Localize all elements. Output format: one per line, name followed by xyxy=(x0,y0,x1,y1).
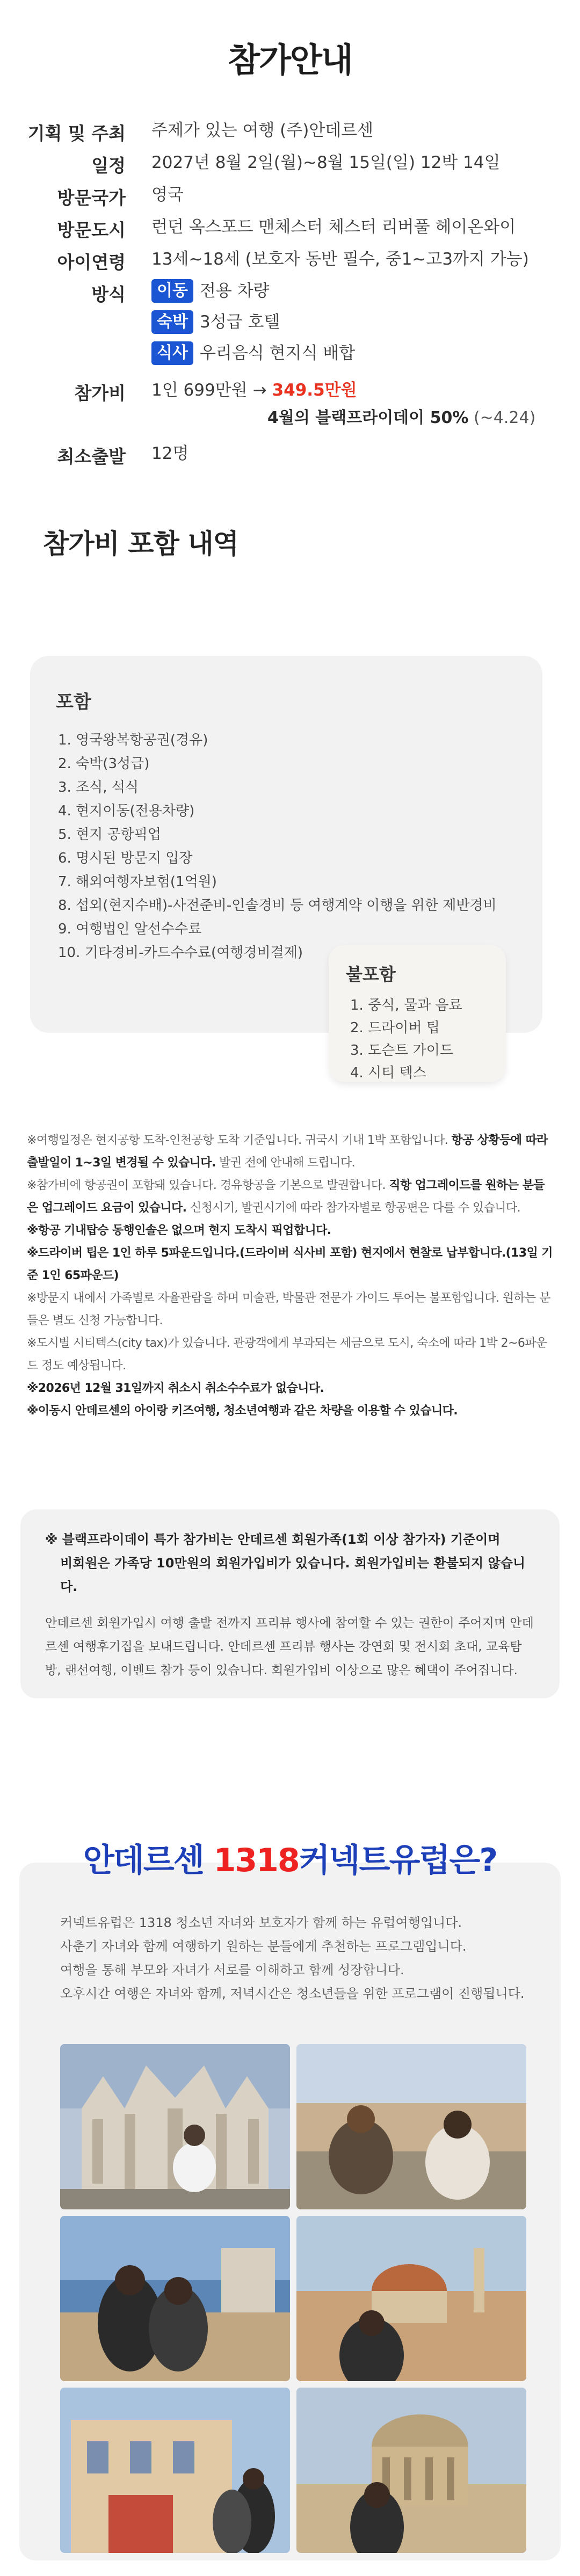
blackfriday-box xyxy=(20,1509,560,1698)
method-list xyxy=(151,275,355,369)
connect-europe-text xyxy=(60,1911,533,2005)
list-item: 5. 현지 공항픽업 xyxy=(58,827,162,843)
list-item: 4. 현지이동(전용차량) xyxy=(58,803,195,819)
method-text: 전용 차량 xyxy=(199,281,270,301)
method-item-transport xyxy=(151,275,355,307)
info-row-planner xyxy=(0,119,580,151)
excluded-list xyxy=(346,994,506,1084)
notes-section xyxy=(27,1129,555,1422)
photo-street-building xyxy=(60,2388,290,2553)
fee-label: 참가비 xyxy=(74,383,126,404)
min-label: 최소출발 xyxy=(57,446,126,467)
note-tail: 발권 전에 안내해 드립니다. xyxy=(215,1156,355,1170)
note-item xyxy=(27,1174,555,1220)
photo-radcliffe xyxy=(296,2388,526,2553)
method-text: 3성급 호텔 xyxy=(199,312,280,332)
price-discount: 349.5만원 xyxy=(272,381,357,400)
photo-florence xyxy=(296,2216,526,2381)
list-item: 3. 조식, 석식 xyxy=(58,779,139,796)
method-label: 방식 xyxy=(91,284,126,305)
blackfriday-head-line2: 비회원은 가족당 10만원의 회원가입비가 있습니다. 회원가입비는 환불되지 않습니다. xyxy=(60,1556,526,1594)
arrow-icon: → xyxy=(252,381,267,400)
connect-europe-line: 여행을 통해 부모와 자녀가 서로를 이해하고 함께 성장합니다. xyxy=(60,1962,404,1977)
info-row-schedule xyxy=(0,151,580,183)
list-item: 6. 명시된 방문지 입장 xyxy=(58,850,193,866)
note-item xyxy=(27,1220,555,1242)
method-item-stay xyxy=(151,307,355,338)
note-item xyxy=(27,1400,555,1422)
method-tag: 이동 xyxy=(151,279,193,303)
connect-europe-title-num: 1318 xyxy=(213,1842,299,1879)
note-text: ※참가비에 항공권이 포함돼 있습니다. 경유항공을 기본으로 발권합니다. xyxy=(27,1179,389,1192)
price-note-period: (~4.24) xyxy=(473,408,536,427)
list-item: 10. 기타경비-카드수수료(여행경비결제) xyxy=(58,945,303,961)
list-item: 8. 섭외(현지수배)-사전준비-인솔경비 등 여행계약 이행을 위한 제반경비 xyxy=(58,897,497,914)
connect-europe-line: 사춘기 자녀와 함께 여행하기 원하는 분들에게 추천하는 프로그램입니다. xyxy=(60,1939,467,1954)
list-item: 4. 시티 텍스 xyxy=(350,1065,426,1081)
info-table xyxy=(0,119,580,474)
connect-europe-title-post: 커넥트유럽은? xyxy=(299,1842,497,1879)
note-text: ※도시별 시티텍스(city tax)가 있습니다. 관광객에게 부과되는 세금으로 도시, 숙소에 따라 1박 2~6파운드 정도 예상됩니다. xyxy=(27,1337,547,1373)
list-item: 1. 중식, 물과 음료 xyxy=(350,997,462,1013)
note-bold: ※드라이버 팁은 1인 하루 5파운드입니다.(드라이버 식사비 포함) 현지에서 현찰로 납부합니다.(13일 기준 1인 65파운드) xyxy=(27,1246,553,1282)
blackfriday-head xyxy=(45,1528,535,1599)
blackfriday-body: 안데르센 회원가입시 여행 출발 전까지 프리뷰 행사에 참여할 수 있는 권한이 주어지며 안데르센 여행후기집을 보내드립니다. 안데르센 프리뷰 행사는 강연회 및 전시회 초대, 교육탐방, 랜선여행, 이벤트 참가 등이 있습니다. 회원가입비 이상으로 많은 혜택이 주어집니다. xyxy=(45,1616,534,1677)
price-original: 1인 699만원 xyxy=(151,381,248,400)
info-row-fee xyxy=(0,378,580,442)
list-item: 2. 드라이버 팁 xyxy=(350,1020,440,1036)
note-bold: ※2026년 12월 31일까지 취소시 취소수수료가 없습니다. xyxy=(27,1382,324,1395)
min-value: 12명 xyxy=(151,444,189,463)
note-tail: 신청시기, 발권시기에 따라 참가자별로 항공편은 다를 수 있습니다. xyxy=(186,1201,520,1215)
list-item: 1. 영국왕복항공권(경유) xyxy=(58,732,208,748)
cities-value: 런던 옥스포드 맨체스터 체스터 리버풀 헤이온와이 xyxy=(151,217,516,237)
included-title: 포함 xyxy=(56,691,91,713)
note-item xyxy=(27,1332,555,1377)
note-text: ※방문지 내에서 가족별로 자율관람을 하며 미술관, 박물관 전문가 가이드 투어는 불포함입니다. 원하는 분들은 별도 신청 가능합니다. xyxy=(27,1291,550,1327)
price-line xyxy=(151,378,535,402)
page-title: 참가안내 xyxy=(228,40,352,79)
note-bold: ※항공 기내탑승 동행인솔은 없으며 현지 도착시 픽업합니다. xyxy=(27,1224,331,1237)
info-row-country xyxy=(0,183,580,215)
excluded-card xyxy=(329,945,506,1082)
schedule-label: 일정 xyxy=(91,155,126,176)
photo-seaside xyxy=(60,2216,290,2381)
age-label: 아이연령 xyxy=(57,252,126,273)
planner-label: 기획 및 주최 xyxy=(27,123,126,144)
list-item: 3. 도슨트 가이드 xyxy=(350,1042,454,1059)
price-note-bold: 4월의 블랙프라이데이 50% xyxy=(267,408,469,427)
price-note xyxy=(267,406,535,430)
note-item xyxy=(27,1129,555,1174)
method-tag: 식사 xyxy=(151,341,193,365)
connect-europe-title xyxy=(0,1835,580,1881)
connect-europe-line: 커넥트유럽은 1318 청소년 자녀와 보호자가 함께 하는 유럽여행입니다. xyxy=(60,1915,462,1930)
info-row-cities xyxy=(0,215,580,247)
age-value: 13세~18세 (보호자 동반 필수, 중1~고3까지 가능) xyxy=(151,250,529,269)
note-bold: ※이동시 안데르센의 아이랑 키즈여행, 청소년여행과 같은 차량을 이용할 수 있습니다. xyxy=(27,1404,458,1418)
list-item: 7. 해외여행자보험(1억원) xyxy=(58,874,217,890)
list-item: 2. 숙박(3성급) xyxy=(58,756,150,772)
note-bold: 직항 업그레이드를 원하는 분들은 업그레이드 요금이 있습니다. xyxy=(27,1179,545,1215)
excluded-title: 불포함 xyxy=(346,964,396,984)
photo-hilltop-view xyxy=(296,2044,526,2209)
info-row-age xyxy=(0,247,580,280)
method-text: 우리음식 현지식 배합 xyxy=(199,344,356,363)
planner-value: 주제가 있는 여행 (주)안데르센 xyxy=(151,121,374,140)
connect-europe-line: 오후시간 여행은 자녀와 함께, 저녁시간은 청소년들을 위한 프로그램이 진행됩니다. xyxy=(60,1986,525,2001)
schedule-value: 2027년 8월 2일(월)~8월 15일(일) 12박 14일 xyxy=(151,153,501,172)
note-bold: 항공 상황등에 따라 출발일이 1~3일 변경될 수 있습니다. xyxy=(27,1134,548,1170)
note-item xyxy=(27,1287,555,1332)
country-value: 영국 xyxy=(151,185,184,205)
cities-label: 방문도시 xyxy=(57,220,126,240)
method-item-meal xyxy=(151,338,355,369)
photo-cathedral xyxy=(60,2044,290,2209)
blackfriday-head-line1: ※ 블랙프라이데이 특가 참가비는 안데르센 회원가족(1회 이상 참가자) 기준이며 xyxy=(45,1532,501,1547)
info-row-min xyxy=(0,442,580,474)
list-item: 9. 여행법인 알선수수료 xyxy=(58,921,202,937)
method-tag: 숙박 xyxy=(151,310,193,334)
info-row-method xyxy=(0,280,580,369)
fee-value xyxy=(151,378,535,430)
country-label: 방문국가 xyxy=(57,187,126,208)
note-item xyxy=(27,1242,555,1287)
photo-grid xyxy=(60,2044,526,2553)
connect-europe-title-pre: 안데르센 xyxy=(83,1842,214,1879)
inclusions-heading: 참가비 포함 내역 xyxy=(43,528,238,559)
note-text: ※여행일정은 현지공항 도착-인천공항 도착 기준입니다. 귀국시 기내 1박 포함입니다. xyxy=(27,1134,452,1147)
note-item xyxy=(27,1377,555,1400)
included-list xyxy=(56,728,542,965)
